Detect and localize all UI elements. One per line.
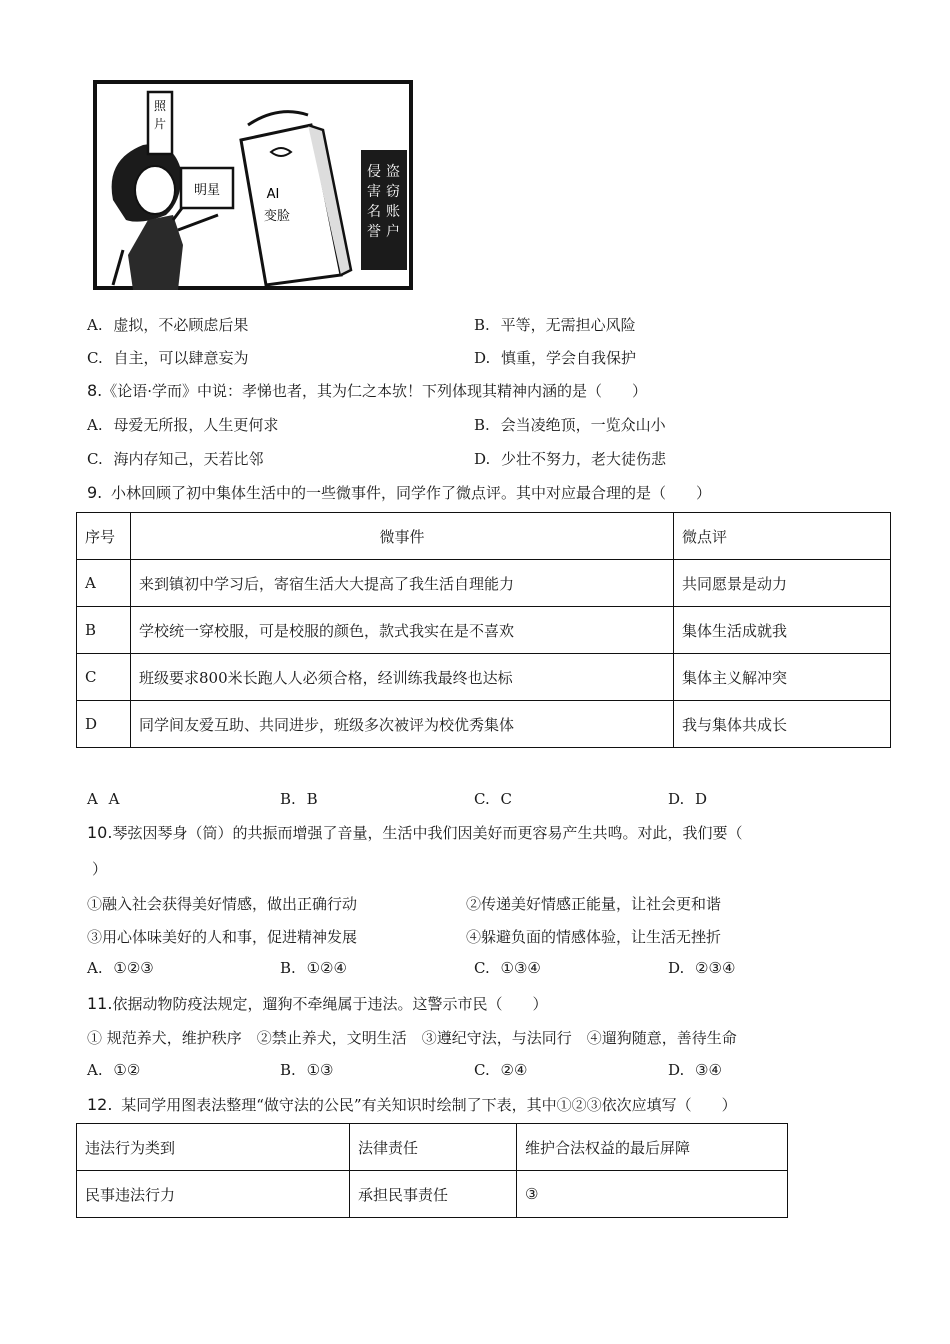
q11-option-a[interactable]: A. ①② [87, 1061, 141, 1079]
table-header-row [77, 1124, 788, 1171]
ai-label-2: 变脸 [263, 209, 291, 224]
q8-option-a[interactable]: A. 母爱无所报，人生更何求 [87, 416, 279, 434]
svg-text:害: 害 [367, 184, 381, 200]
table-header-cell: 违法行为类到 [77, 1124, 350, 1171]
q11-stem: 11.依据动物防疫法规定，遛狗不牵绳属于违法。这警示市民（ ） [87, 994, 548, 1013]
cartoon-illustration [93, 80, 413, 290]
photo-label-1: 照 [153, 99, 167, 113]
table-row [77, 701, 891, 748]
table-cell: 学校统一穿校服，可是校服的颜色，款式我实在是不喜欢 [131, 607, 674, 654]
q7-option-d[interactable]: D. 慎重，学会自我保护 [474, 349, 637, 367]
q9-option-c[interactable]: C. C [474, 790, 512, 808]
table-cell: 集体主义解冲突 [674, 654, 891, 701]
q11-option-b[interactable]: B. ①③ [280, 1061, 334, 1079]
table-cell: 共同愿景是动力 [674, 560, 891, 607]
table-cell: A [77, 560, 131, 607]
svg-text:誉: 誉 [367, 224, 381, 240]
svg-text:账: 账 [386, 204, 400, 220]
q10-stem: 10.琴弦因琴身（筒）的共振而增强了音量，生活中我们因美好而更容易产生共鸣。对此，我们要（ [87, 823, 743, 842]
table-header-cell: 微点评 [674, 513, 891, 560]
q10-option-c[interactable]: C. ①③④ [474, 959, 541, 977]
table-cell: 集体生活成就我 [674, 607, 891, 654]
q9-option-d[interactable]: D. D [668, 790, 708, 808]
q12-table [76, 1123, 788, 1218]
q10-option-a[interactable]: A. ①②③ [87, 959, 154, 977]
svg-text:户: 户 [386, 224, 400, 240]
q7-option-a[interactable]: A. 虚拟，不必顾虑后果 [87, 316, 249, 334]
q11-option-d[interactable]: D. ③④ [668, 1061, 722, 1079]
svg-text:侵: 侵 [367, 164, 381, 180]
star-label: 明星 [193, 183, 221, 198]
q10-item-1: ①融入社会获得美好情感，做出正确行动 [87, 895, 358, 913]
svg-text:名: 名 [367, 204, 381, 220]
q8-option-d[interactable]: D. 少壮不努力，老大徒伤悲 [474, 450, 667, 468]
table-cell: 班级要求800米长跑人人必须合格，经训练我最终也达标 [131, 654, 674, 701]
table-header-cell: 维护合法权益的最后屏障 [517, 1124, 788, 1171]
q10-item-2: ②传递美好情感正能量，让社会更和谐 [466, 895, 722, 913]
table-cell: 民事违法行力 [77, 1171, 350, 1218]
q11-items: ① 规范养犬，维护秩序 ②禁止养犬，文明生活 ③遵纪守法，与法同行 ④遛狗随意，善待生命 [87, 1029, 737, 1047]
q7-option-b[interactable]: B. 平等，无需担心风险 [474, 316, 636, 334]
q8-stem: 8.《论语·学而》中说：孝悌也者，其为仁之本欤！下列体现其精神内涵的是（ ） [87, 381, 648, 400]
table-cell: ③ [517, 1171, 788, 1218]
q7-option-c[interactable]: C. 自主，可以肆意妄为 [87, 349, 249, 367]
table-header-cell: 微事件 [131, 513, 674, 560]
table-cell: 来到镇初中学习后，寄宿生活大大提高了我生活自理能力 [131, 560, 674, 607]
ai-label-1: AI [266, 187, 280, 202]
q10-stem-end: ） [92, 860, 108, 878]
table-cell: 我与集体共成长 [674, 701, 891, 748]
q10-option-d[interactable]: D. ②③④ [668, 959, 736, 977]
q8-option-b[interactable]: B. 会当凌绝顶，一览众山小 [474, 416, 666, 434]
table-header-cell: 法律责任 [350, 1124, 517, 1171]
q12-stem: 12. 某同学用图表法整理“做守法的公民”有关知识时绘制了下表，其中①②③依次应填写（ ） [87, 1095, 737, 1114]
table-header-cell: 序号 [77, 513, 131, 560]
table-cell: C [77, 654, 131, 701]
q10-item-4: ④躲避负面的情感体验，让生活无挫折 [466, 928, 722, 946]
table-cell: B [77, 607, 131, 654]
table-cell: D [77, 701, 131, 748]
table-row [77, 654, 891, 701]
q9-stem: 9. 小林回顾了初中集体生活中的一些微事件，同学作了微点评。其中对应最合理的是（ ） [87, 483, 712, 502]
photo-label-2: 片 [153, 117, 167, 131]
table-cell: 同学间友爱互助、共同进步，班级多次被评为校优秀集体 [131, 701, 674, 748]
q9-option-a[interactable]: A A [87, 790, 120, 808]
q9-table [76, 512, 891, 748]
svg-text:窃: 窃 [386, 184, 400, 200]
table-header-row [77, 513, 891, 560]
table-cell: 承担民事责任 [350, 1171, 517, 1218]
q10-item-3: ③用心体味美好的人和事，促进精神发展 [87, 928, 358, 946]
q10-option-b[interactable]: B. ①②④ [280, 959, 347, 977]
q8-option-c[interactable]: C. 海内存知己，天若比邻 [87, 450, 264, 468]
warning-sign [361, 150, 407, 270]
table-row [77, 607, 891, 654]
table-row [77, 560, 891, 607]
q11-option-c[interactable]: C. ②④ [474, 1061, 528, 1079]
q9-option-b[interactable]: B. B [280, 790, 318, 808]
table-row [77, 1171, 788, 1218]
svg-text:盗: 盗 [386, 164, 400, 180]
